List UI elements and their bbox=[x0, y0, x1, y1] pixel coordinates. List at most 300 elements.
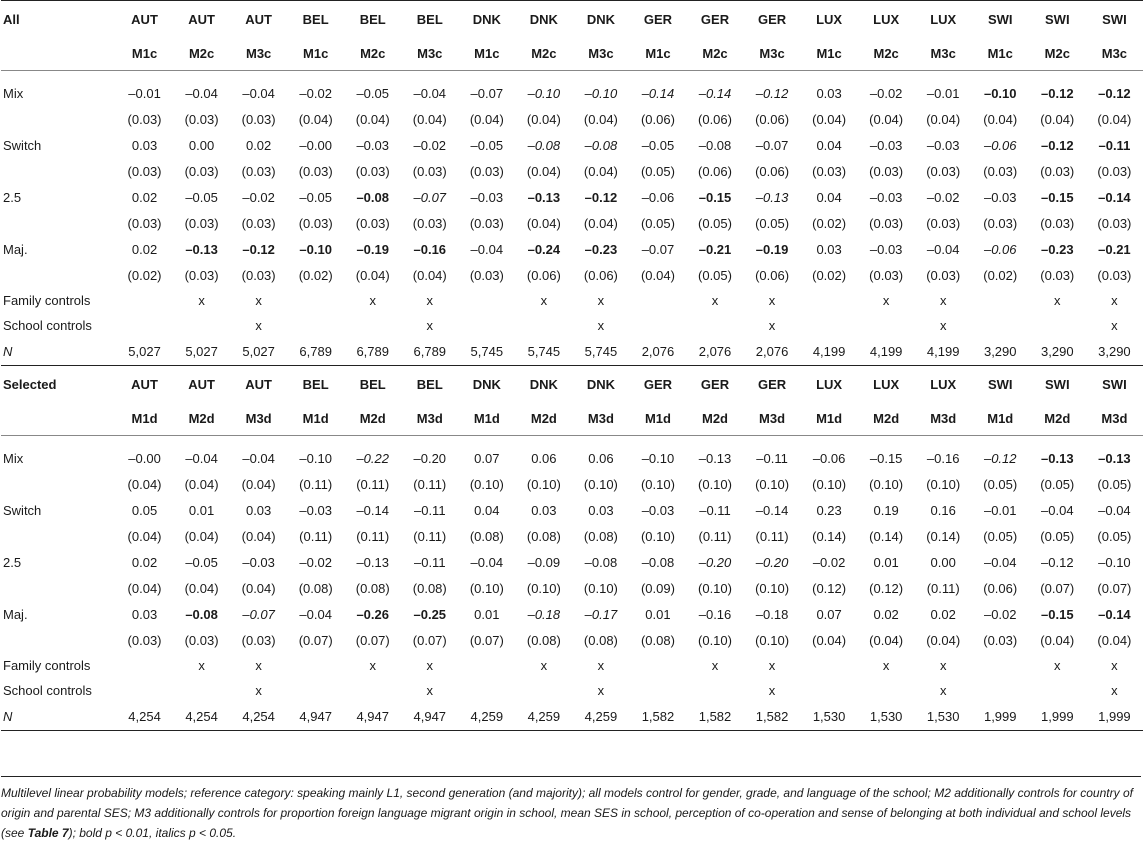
standard-error-value: (0.03) bbox=[241, 267, 276, 283]
estimate-row bbox=[1, 445, 1143, 471]
row-label: Mix bbox=[3, 450, 24, 466]
standard-error-value: (0.03) bbox=[127, 632, 162, 648]
estimate-value: –0.14 bbox=[1098, 606, 1131, 622]
estimate-value: –0.02 bbox=[299, 554, 332, 570]
standard-error-value: (0.11) bbox=[356, 528, 390, 544]
panel-header-models bbox=[1, 37, 1143, 71]
estimate-value: –0.14 bbox=[641, 85, 675, 101]
standard-error-row bbox=[1, 523, 1143, 549]
control-mark bbox=[116, 678, 173, 703]
standard-error-value: (0.03) bbox=[298, 215, 333, 231]
control-mark: x bbox=[939, 658, 947, 673]
estimate-value: –0.11 bbox=[413, 554, 446, 570]
estimate-value: –0.03 bbox=[869, 137, 903, 153]
estimate-value: –0.04 bbox=[926, 241, 960, 257]
country-header: GER bbox=[744, 1, 801, 38]
control-mark: x bbox=[768, 318, 776, 333]
estimate-value: –0.14 bbox=[1098, 189, 1131, 205]
control-mark: x bbox=[1111, 658, 1118, 673]
control-mark: x bbox=[882, 293, 890, 308]
standard-error-value: (0.10) bbox=[926, 476, 961, 492]
estimate-value: 0.01 bbox=[188, 502, 215, 518]
estimate-value: 0.19 bbox=[873, 502, 899, 518]
country-header: BEL bbox=[287, 1, 344, 38]
estimate-value: –0.26 bbox=[356, 606, 389, 622]
control-mark: x bbox=[198, 293, 205, 308]
standard-error-value: (0.05) bbox=[1040, 528, 1075, 544]
standard-error-value: (0.11) bbox=[356, 476, 390, 492]
control-mark: x bbox=[768, 293, 776, 308]
standard-error-value: (0.03) bbox=[127, 215, 162, 231]
country-header: LUX bbox=[816, 376, 843, 392]
standard-error-value: (0.07) bbox=[412, 632, 447, 648]
estimate-value: 0.01 bbox=[474, 606, 500, 622]
estimate-value: –0.23 bbox=[1041, 241, 1074, 257]
estimate-value: –0.18 bbox=[755, 606, 789, 622]
control-mark bbox=[801, 653, 858, 678]
estimate-value: –0.23 bbox=[584, 241, 618, 257]
standard-error-value: (0.04) bbox=[127, 580, 162, 596]
standard-error-value: (0.10) bbox=[640, 528, 675, 544]
standard-error-value: (0.03) bbox=[1097, 267, 1132, 283]
standard-error-value: (0.03) bbox=[241, 632, 276, 648]
standard-error-value: (0.03) bbox=[412, 215, 447, 231]
estimate-value: 0.02 bbox=[245, 137, 272, 153]
estimate-value: –0.12 bbox=[755, 85, 789, 101]
standard-error-value: (0.04) bbox=[1040, 632, 1075, 648]
estimate-value: –0.13 bbox=[185, 241, 218, 257]
standard-error-value: (0.14) bbox=[926, 528, 961, 544]
table-footnote bbox=[1, 776, 1141, 843]
estimate-value: –0.06 bbox=[641, 189, 675, 205]
estimate-value: 0.03 bbox=[245, 502, 272, 518]
estimate-value: –0.02 bbox=[413, 137, 447, 153]
model-header: M3d bbox=[230, 402, 287, 436]
country-header: LUX bbox=[873, 376, 900, 392]
estimate-value: –0.07 bbox=[755, 137, 789, 153]
estimate-value: –0.12 bbox=[1041, 85, 1074, 101]
standard-error-value: (0.05) bbox=[1097, 476, 1132, 492]
control-mark bbox=[344, 313, 401, 338]
standard-error-value: (0.02) bbox=[127, 267, 162, 283]
row-label: Maj. bbox=[3, 606, 28, 622]
model-header: M3c bbox=[230, 37, 287, 71]
control-mark: x bbox=[255, 658, 262, 673]
standard-error-value: (0.02) bbox=[812, 215, 847, 231]
estimate-value: –0.03 bbox=[869, 241, 903, 257]
sample-size-value: 4,947 bbox=[287, 703, 344, 731]
standard-error-value: (0.04) bbox=[355, 267, 390, 283]
control-mark bbox=[972, 653, 1029, 678]
standard-error-value: (0.03) bbox=[812, 163, 847, 179]
standard-error-value: (0.03) bbox=[184, 215, 219, 231]
sample-size-value: 6,789 bbox=[401, 338, 458, 366]
estimate-value: 0.07 bbox=[474, 450, 500, 466]
standard-error-value: (0.03) bbox=[1097, 163, 1132, 179]
control-mark bbox=[287, 678, 344, 703]
row-label: Family controls bbox=[3, 293, 91, 308]
standard-error-value: (0.03) bbox=[1040, 215, 1075, 231]
sample-size-value: 1,530 bbox=[915, 703, 972, 731]
estimate-value: –0.12 bbox=[584, 189, 618, 205]
estimate-value: –0.08 bbox=[698, 137, 732, 153]
standard-error-value: (0.03) bbox=[926, 215, 961, 231]
control-mark bbox=[629, 288, 686, 313]
sample-size-value: 1,582 bbox=[686, 703, 743, 731]
estimate-value: 0.03 bbox=[588, 502, 614, 518]
sample-size-value: 4,254 bbox=[230, 703, 287, 731]
estimate-value: 0.04 bbox=[816, 137, 842, 153]
control-mark: x bbox=[1054, 658, 1061, 673]
standard-error-value: (0.04) bbox=[583, 163, 618, 179]
sample-size-value: 1,999 bbox=[1029, 703, 1086, 731]
standard-error-value: (0.03) bbox=[1097, 215, 1132, 231]
model-header: M1c bbox=[972, 37, 1029, 71]
estimate-row bbox=[1, 80, 1143, 106]
control-mark: x bbox=[939, 318, 947, 333]
country-header: DNK bbox=[515, 1, 572, 38]
standard-error-value: (0.03) bbox=[298, 163, 333, 179]
row-label: Mix bbox=[3, 85, 24, 101]
control-mark: x bbox=[369, 293, 376, 308]
standard-error-value: (0.03) bbox=[1040, 267, 1075, 283]
estimate-value: –0.02 bbox=[242, 189, 275, 205]
standard-error-value: (0.11) bbox=[755, 528, 789, 544]
estimate-value: 0.06 bbox=[588, 450, 614, 466]
estimate-value: –0.17 bbox=[584, 606, 618, 622]
control-mark: x bbox=[369, 658, 376, 673]
sample-size-value: 6,789 bbox=[344, 338, 401, 366]
standard-error-value: (0.03) bbox=[926, 267, 961, 283]
standard-error-value: (0.11) bbox=[413, 528, 447, 544]
estimate-value: –0.12 bbox=[1041, 554, 1074, 570]
estimate-value: –0.00 bbox=[128, 450, 161, 466]
standard-error-value: (0.04) bbox=[1040, 111, 1075, 127]
school-controls-row bbox=[1, 678, 1143, 703]
standard-error-value: (0.04) bbox=[983, 111, 1018, 127]
standard-error-value: (0.05) bbox=[755, 215, 790, 231]
estimate-row bbox=[1, 132, 1143, 158]
standard-error-value: (0.06) bbox=[755, 163, 790, 179]
standard-error-value: (0.06) bbox=[755, 111, 790, 127]
country-header: AUT bbox=[173, 1, 230, 38]
estimate-value: –0.04 bbox=[470, 241, 504, 257]
standard-error-value: (0.03) bbox=[241, 163, 276, 179]
estimate-value: 0.02 bbox=[873, 606, 899, 622]
standard-error-value: (0.05) bbox=[983, 528, 1018, 544]
sample-size-value: 2,076 bbox=[744, 338, 801, 366]
model-header: M1d bbox=[972, 402, 1029, 436]
estimate-value: 0.03 bbox=[131, 606, 158, 622]
row-label: School controls bbox=[3, 683, 92, 698]
estimate-value: –0.13 bbox=[755, 189, 789, 205]
control-mark bbox=[686, 313, 743, 338]
control-mark bbox=[287, 288, 344, 313]
row-label: Family controls bbox=[3, 658, 91, 673]
standard-error-value: (0.04) bbox=[184, 476, 219, 492]
standard-error-value: (0.07) bbox=[469, 632, 504, 648]
sample-size-value: 1,999 bbox=[972, 703, 1029, 731]
sample-size-value: 1,999 bbox=[1086, 703, 1143, 731]
standard-error-value: (0.10) bbox=[698, 632, 732, 648]
model-header: M1d bbox=[801, 402, 858, 436]
model-header: M3c bbox=[915, 37, 972, 71]
sample-size-value: 4,199 bbox=[915, 338, 972, 366]
row-label-blank bbox=[1, 158, 116, 184]
country-header: BEL bbox=[401, 1, 458, 38]
control-mark bbox=[116, 313, 173, 338]
estimate-value: –0.10 bbox=[641, 450, 675, 466]
estimate-value: –0.07 bbox=[470, 85, 504, 101]
control-mark: x bbox=[198, 658, 205, 673]
spacer-cell bbox=[1, 436, 1143, 446]
standard-error-value: (0.10) bbox=[469, 476, 504, 492]
standard-error-value: (0.14) bbox=[812, 528, 847, 544]
estimate-value: –0.16 bbox=[413, 241, 447, 257]
estimate-value: –0.03 bbox=[242, 554, 275, 570]
standard-error-value: (0.03) bbox=[184, 267, 219, 283]
standard-error-value: (0.04) bbox=[127, 476, 162, 492]
standard-error-value: (0.04) bbox=[127, 528, 162, 544]
estimate-value: 0.16 bbox=[930, 502, 956, 518]
standard-error-value: (0.03) bbox=[469, 215, 504, 231]
estimate-value: –0.04 bbox=[185, 450, 218, 466]
sample-size-value: 2,076 bbox=[629, 338, 686, 366]
control-mark: x bbox=[882, 658, 890, 673]
standard-error-value: (0.06) bbox=[698, 111, 732, 127]
standard-error-value: (0.06) bbox=[526, 267, 561, 283]
standard-error-value: (0.04) bbox=[869, 111, 904, 127]
estimate-value: –0.03 bbox=[869, 189, 903, 205]
estimate-value: –0.01 bbox=[926, 85, 960, 101]
standard-error-value: (0.04) bbox=[526, 163, 561, 179]
estimate-value: –0.12 bbox=[1098, 85, 1131, 101]
control-mark: x bbox=[768, 658, 776, 673]
model-header: M3d bbox=[744, 402, 801, 436]
model-header: M3d bbox=[1086, 402, 1143, 436]
footnote-table-reference[interactable]: Table 7 bbox=[27, 826, 69, 840]
row-label-blank bbox=[1, 262, 116, 288]
standard-error-value: (0.03) bbox=[127, 163, 162, 179]
country-header: DNK bbox=[572, 1, 629, 38]
model-header: M1c bbox=[116, 37, 173, 71]
country-header: LUX bbox=[930, 376, 957, 392]
standard-error-value: (0.05) bbox=[698, 267, 732, 283]
country-header: BEL bbox=[302, 376, 329, 392]
standard-error-value: (0.03) bbox=[469, 163, 504, 179]
estimate-value: –0.02 bbox=[926, 189, 960, 205]
estimate-value: –0.04 bbox=[299, 606, 332, 622]
estimate-value: –0.07 bbox=[242, 606, 275, 622]
row-label: 2.5 bbox=[3, 189, 22, 205]
country-header: SWI bbox=[987, 376, 1013, 392]
regression-results-table bbox=[1, 0, 1143, 731]
country-header: GER bbox=[700, 376, 730, 392]
standard-error-value: (0.03) bbox=[355, 215, 390, 231]
control-mark: x bbox=[939, 293, 947, 308]
sample-size-value: 5,027 bbox=[230, 338, 287, 366]
control-mark bbox=[801, 288, 858, 313]
standard-error-value: (0.05) bbox=[983, 476, 1018, 492]
estimate-value: 0.04 bbox=[816, 189, 842, 205]
model-header: M1d bbox=[629, 402, 686, 436]
standard-error-value: (0.03) bbox=[983, 163, 1018, 179]
spacer-row bbox=[1, 71, 1143, 81]
sample-size-value: 3,290 bbox=[1086, 338, 1143, 366]
standard-error-value: (0.03) bbox=[127, 111, 162, 127]
estimate-value: 0.02 bbox=[131, 554, 158, 570]
estimate-value: –0.11 bbox=[413, 502, 446, 518]
sample-size-value: 2,076 bbox=[686, 338, 743, 366]
standard-error-value: (0.04) bbox=[1097, 632, 1132, 648]
estimate-value: –0.02 bbox=[869, 85, 903, 101]
control-mark bbox=[173, 678, 230, 703]
estimate-value: –0.05 bbox=[470, 137, 504, 153]
standard-error-value: (0.03) bbox=[184, 111, 219, 127]
sample-size-value: 5,027 bbox=[116, 338, 173, 366]
standard-error-value: (0.08) bbox=[583, 632, 618, 648]
standard-error-row bbox=[1, 575, 1143, 601]
estimate-value: –0.15 bbox=[1041, 189, 1074, 205]
standard-error-value: (0.11) bbox=[413, 476, 447, 492]
row-label: N bbox=[1, 703, 116, 731]
standard-error-value: (0.10) bbox=[698, 580, 732, 596]
estimate-value: –0.08 bbox=[641, 554, 675, 570]
standard-error-value: (0.04) bbox=[526, 215, 561, 231]
estimate-value: –0.13 bbox=[698, 450, 732, 466]
control-mark bbox=[1029, 678, 1086, 703]
panel-header-models bbox=[1, 402, 1143, 436]
estimate-value: 0.23 bbox=[816, 502, 842, 518]
standard-error-value: (0.03) bbox=[355, 163, 390, 179]
control-mark: x bbox=[426, 293, 434, 308]
sample-size-value: 5,027 bbox=[173, 338, 230, 366]
estimate-value: –0.05 bbox=[185, 554, 218, 570]
estimate-value: –0.02 bbox=[983, 606, 1017, 622]
estimate-value: –0.01 bbox=[128, 85, 161, 101]
standard-error-value: (0.03) bbox=[184, 632, 219, 648]
control-mark bbox=[116, 288, 173, 313]
estimate-value: –0.15 bbox=[698, 189, 732, 205]
model-header: M3d bbox=[401, 402, 458, 436]
model-header: M1c bbox=[629, 37, 686, 71]
standard-error-value: (0.08) bbox=[469, 528, 504, 544]
estimate-value: –0.21 bbox=[1098, 241, 1131, 257]
row-label: Switch bbox=[3, 137, 42, 153]
estimate-value: –0.09 bbox=[527, 554, 561, 570]
control-mark: x bbox=[597, 658, 605, 673]
estimate-value: 0.03 bbox=[531, 502, 557, 518]
standard-error-value: (0.08) bbox=[412, 580, 447, 596]
control-mark bbox=[858, 313, 915, 338]
standard-error-value: (0.04) bbox=[640, 267, 675, 283]
estimate-value: –0.10 bbox=[983, 85, 1017, 101]
standard-error-value: (0.10) bbox=[812, 476, 847, 492]
standard-error-value: (0.07) bbox=[298, 632, 333, 648]
model-header: M1c bbox=[458, 37, 515, 71]
standard-error-value: (0.08) bbox=[526, 528, 561, 544]
control-mark bbox=[458, 288, 515, 313]
estimate-value: –0.13 bbox=[1098, 450, 1131, 466]
standard-error-value: (0.03) bbox=[184, 163, 219, 179]
country-header: DNK bbox=[529, 376, 558, 392]
estimate-value: –0.10 bbox=[1098, 554, 1131, 570]
standard-error-row bbox=[1, 471, 1143, 497]
control-mark bbox=[173, 313, 230, 338]
control-mark: x bbox=[255, 318, 262, 333]
country-header: LUX bbox=[915, 1, 972, 38]
standard-error-value: (0.04) bbox=[184, 580, 219, 596]
panel-label: All bbox=[1, 1, 116, 38]
row-label: Switch bbox=[3, 502, 42, 518]
sample-size-row bbox=[1, 338, 1143, 366]
estimate-value: 0.03 bbox=[816, 241, 842, 257]
control-mark bbox=[344, 678, 401, 703]
sample-size-value: 4,199 bbox=[858, 338, 915, 366]
standard-error-value: (0.12) bbox=[812, 580, 847, 596]
panel-header-countries bbox=[1, 366, 1143, 403]
standard-error-value: (0.10) bbox=[469, 580, 504, 596]
estimate-value: –0.08 bbox=[584, 554, 618, 570]
model-header: M2c bbox=[173, 37, 230, 71]
estimate-value: –0.03 bbox=[470, 189, 504, 205]
control-mark bbox=[972, 678, 1029, 703]
standard-error-value: (0.03) bbox=[926, 163, 961, 179]
row-label-blank bbox=[1, 627, 116, 653]
control-mark bbox=[686, 678, 743, 703]
country-header: AUT bbox=[245, 376, 272, 392]
estimate-value: –0.16 bbox=[926, 450, 960, 466]
control-mark: x bbox=[426, 683, 434, 698]
estimate-value: –0.20 bbox=[413, 450, 447, 466]
sample-size-value: 4,259 bbox=[458, 703, 515, 731]
standard-error-value: (0.10) bbox=[755, 580, 790, 596]
sample-size-value: 1,582 bbox=[629, 703, 686, 731]
standard-error-value: (0.04) bbox=[412, 267, 447, 283]
estimate-value: –0.10 bbox=[299, 241, 332, 257]
estimate-value: –0.20 bbox=[698, 554, 732, 570]
estimate-row bbox=[1, 497, 1143, 523]
standard-error-value: (0.03) bbox=[412, 163, 447, 179]
standard-error-value: (0.03) bbox=[983, 215, 1018, 231]
model-header: M3c bbox=[401, 37, 458, 71]
estimate-value: –0.18 bbox=[527, 606, 561, 622]
control-mark: x bbox=[597, 318, 605, 333]
row-label: N bbox=[1, 338, 116, 366]
control-mark: x bbox=[540, 293, 548, 308]
country-header: SWI bbox=[1045, 376, 1070, 392]
estimate-value: –0.11 bbox=[1098, 137, 1131, 153]
standard-error-value: (0.04) bbox=[583, 111, 618, 127]
control-mark bbox=[116, 653, 173, 678]
country-header: AUT bbox=[188, 376, 215, 392]
estimate-value: –0.04 bbox=[1041, 502, 1074, 518]
control-mark: x bbox=[768, 683, 776, 698]
standard-error-value: (0.03) bbox=[241, 111, 276, 127]
standard-error-value: (0.03) bbox=[869, 163, 904, 179]
control-mark: x bbox=[426, 318, 434, 333]
control-mark: x bbox=[255, 293, 262, 308]
standard-error-value: (0.11) bbox=[299, 528, 333, 544]
estimate-value: 0.05 bbox=[131, 502, 158, 518]
estimate-value: –0.03 bbox=[641, 502, 675, 518]
country-header: LUX bbox=[801, 1, 858, 38]
standard-error-value: (0.10) bbox=[583, 476, 618, 492]
control-mark bbox=[287, 653, 344, 678]
estimate-value: –0.13 bbox=[1041, 450, 1074, 466]
header-blank bbox=[1, 37, 116, 71]
country-header: DNK bbox=[458, 1, 515, 38]
